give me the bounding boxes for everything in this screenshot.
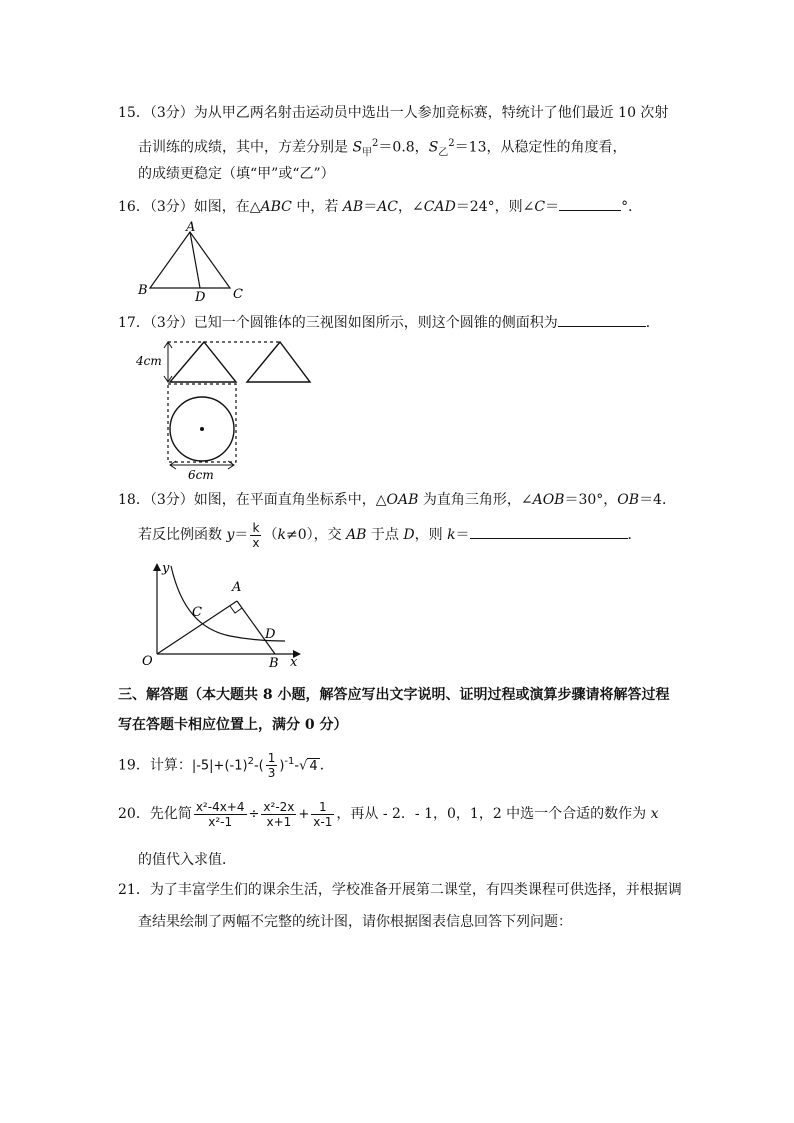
q17-three-view-figure <box>130 334 330 482</box>
y-axis-arrow <box>153 563 161 571</box>
q18-line2: 若反比例函数 y＝ $\frac{k}{x}$ （k≠0），交 AB 于点 D，则 k＝ ． <box>138 520 642 550</box>
q18-coordinate-figure <box>135 558 310 668</box>
label-y: y <box>162 561 170 576</box>
label-c: C <box>192 605 202 620</box>
segment-ad <box>190 232 200 288</box>
section3-line2: 写在答题卡相应位置上，满分 0 分） <box>118 717 348 733</box>
right-angle-mark <box>230 606 242 613</box>
q18-line1: 18．（3分）如图，在平面直角坐标系中，△OAB 为直角三角形，∠AOB＝30°，OB＝4． <box>118 492 676 508</box>
center-dot <box>200 427 204 431</box>
label-d: D <box>195 290 206 305</box>
q20-line1: 20．先化简 $\frac{\text{x²-4x+4}}{\text{x²-1}}$ ÷ $\frac{\text{x²-2x}}{x+1}$ + $\frac{1}{x-1}$ ，再从 - 2．- 1，0，1，2 中选一个合适的数作为 x <box>118 799 659 829</box>
section3-line1: 三、解答题（本大题共 8 小题，解答应写出文字说明、证明过程或演算步骤请将解答过程 <box>118 687 670 703</box>
q15-line1: 15．（3分）为从甲乙两名射击运动员中选出一人参加竞标赛，特统计了他们最近 10 次射 <box>118 105 669 121</box>
q15-line2: 击训练的成绩，其中，方差分别是 $S_甲^2=0.8$，$S_乙^2=13$，从稳定性的角度看， <box>138 138 627 159</box>
q21-line2: 查结果绘制了两幅不完整的统计图，请你根据图表信息回答下列问题： <box>138 914 572 930</box>
q20-fraction-2: $\frac{\text{x²-2x}}{x+1}$ <box>263 799 295 829</box>
q18-fraction: $\frac{k}{x}$ <box>252 520 260 550</box>
side-view <box>247 342 310 382</box>
label-d: D <box>265 627 276 642</box>
label-a: A <box>232 580 242 595</box>
q16-triangle-figure <box>130 218 260 308</box>
sqrt-symbol: √ <box>299 758 308 774</box>
front-view <box>170 342 236 382</box>
width-label: 6cm <box>188 468 214 482</box>
label-b: B <box>269 656 279 668</box>
q17-answer-blank[interactable] <box>558 312 646 327</box>
q19-line: 19．计算：$|-5|+(-1)^2-$( $\frac{1}{3}$ )$^{-1}$-√ 4 ． <box>118 751 334 781</box>
q16-line: 16．（3分）如图，在△ABC 中，若 AB＝AC，∠CAD＝24°，则∠C＝ °． <box>118 196 642 217</box>
q20-fraction-3: $\frac{1}{x-1}$ <box>313 799 333 829</box>
q21-line1: 21．为了丰富学生们的课余生活，学校准备开展第二课堂，有四类课程可供选择，并根据调 <box>118 882 682 898</box>
triangle-abc <box>150 232 230 288</box>
q16-answer-blank[interactable] <box>559 196 621 211</box>
q20-fraction-1: $\frac{\text{x²-4x+4}}{\text{x²-1}}$ <box>195 799 245 829</box>
label-b: B <box>138 283 148 298</box>
label-x: x <box>290 655 298 668</box>
label-a: A <box>186 220 196 235</box>
label-c: C <box>233 287 243 302</box>
label-o: O <box>142 654 153 668</box>
q20-line2: 的值代入求值． <box>138 852 236 868</box>
q17-line: 17．（3分）已知一个圆锥体的三视图如图所示，则这个圆锥的侧面积为 ． <box>118 312 660 333</box>
q15-line3: 的成绩更稳定（填“甲”或“乙”） <box>138 166 335 182</box>
height-label: 4cm <box>136 354 162 368</box>
q19-fraction: $\frac{1}{3}$ <box>267 751 276 781</box>
q18-answer-blank[interactable] <box>470 524 628 539</box>
